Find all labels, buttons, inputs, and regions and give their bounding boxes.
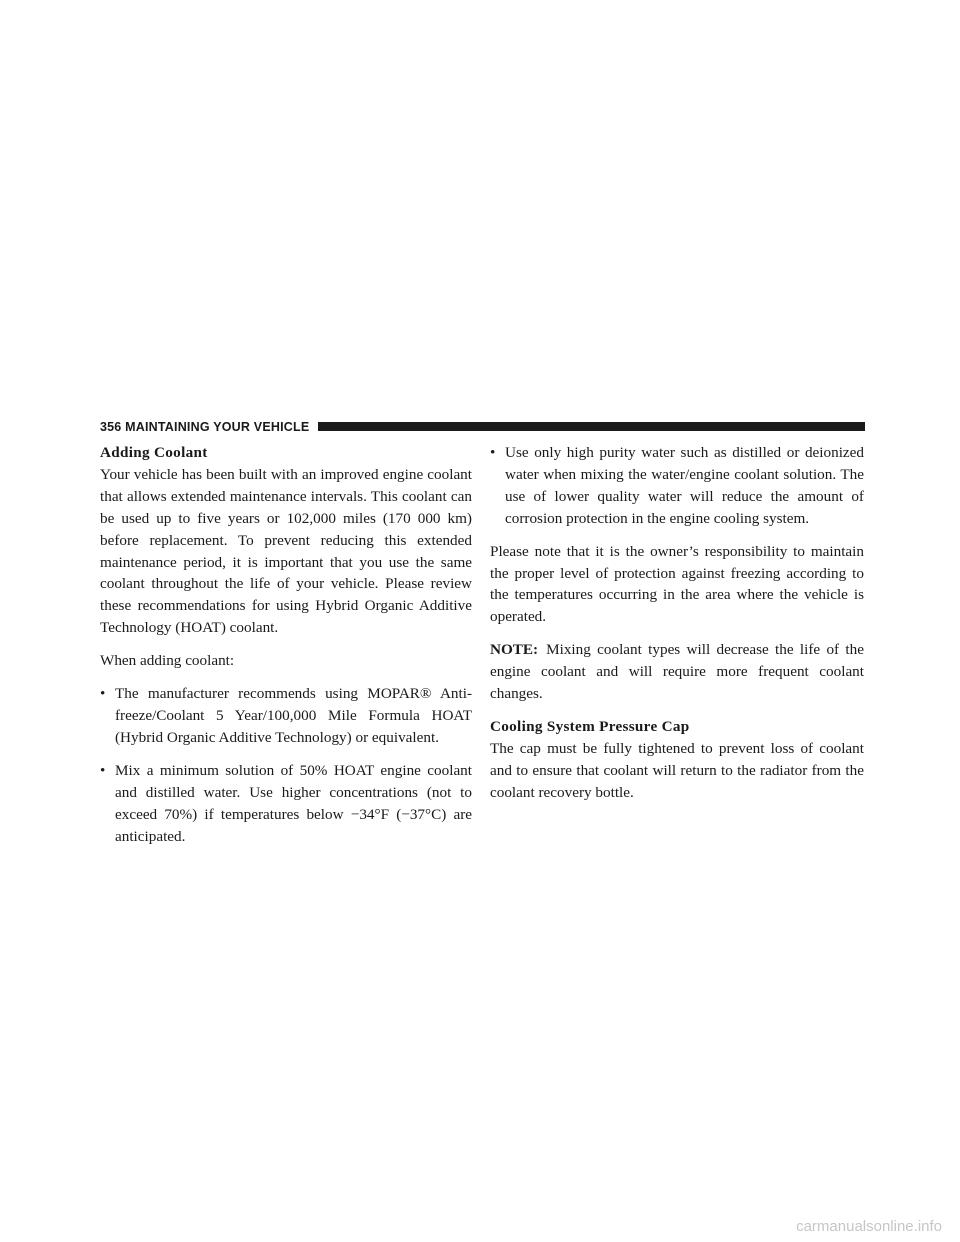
lead-in-text: When adding coolant: [100, 652, 235, 670]
list-item-text: Mix a minimum solution of 50% HOAT engine coolant and distilled water. Use higher concentrations (not to exceed 70%) if temperatures below −34°F (−37°C) are anticipated. [115, 761, 472, 845]
coolant-bullet-list [100, 683, 472, 847]
note-paragraph [490, 639, 864, 705]
section-heading-pressure-cap: Cooling System Pressure Cap [490, 717, 690, 735]
right-column [490, 442, 864, 804]
bullet-icon: • [490, 444, 496, 461]
list-item [490, 442, 864, 530]
pressure-cap-paragraph: The cap must be fully tightened to prevent loss of coolant and to ensure that coolant will return to the radiator from the coolant recovery bottle. [490, 739, 864, 801]
list-item [100, 683, 472, 749]
owner-responsibility-paragraph: Please note that it is the owner’s responsibility to maintain the proper level of protection against freezing according to the temperatures occurring in the area where the vehicle is operated. [490, 542, 864, 626]
bullet-icon: • [100, 761, 106, 779]
page-header [100, 420, 865, 434]
watermark: carmanualsonline.info [796, 1218, 942, 1235]
page-number: 356 [100, 420, 122, 434]
water-bullet-list [490, 442, 864, 530]
page-header-text [100, 420, 309, 434]
list-item-text: Use only high purity water such as distilled or deionized water when mixing the water/engine coolant solution. The use of lower quality water will reduce the amount of corrosion protection in the engine cooling system. [505, 444, 864, 527]
note-text: Mixing coolant types will decrease the life of the engine coolant and will require more frequent coolant changes. [490, 641, 864, 703]
intro-paragraph: Your vehicle has been built with an improved engine coolant that allows extended maintenance intervals. This coolant can be used up to five years or 102,000 miles (170 000 km) before replacement. To prevent reducing this extended maintenance period, it is important that you use the same coolant throughout the life of your vehicle. Please review these recommendations for using Hybrid Organic Additive Technology (HOAT) coolant. [100, 465, 472, 637]
list-item-text: The manufacturer recommends using MOPAR® Anti-freeze/Coolant 5 Year/100,000 Mile Formula HOAT (Hybrid Organic Additive Technology) or equivalent. [115, 685, 472, 746]
note-label: NOTE: [490, 641, 539, 659]
left-column [100, 442, 472, 847]
section-title: MAINTAINING YOUR VEHICLE [125, 420, 310, 434]
bullet-icon: • [100, 685, 106, 703]
header-rule [318, 422, 865, 431]
section-heading-adding-coolant: Adding Coolant [100, 444, 208, 461]
list-item [100, 760, 472, 848]
